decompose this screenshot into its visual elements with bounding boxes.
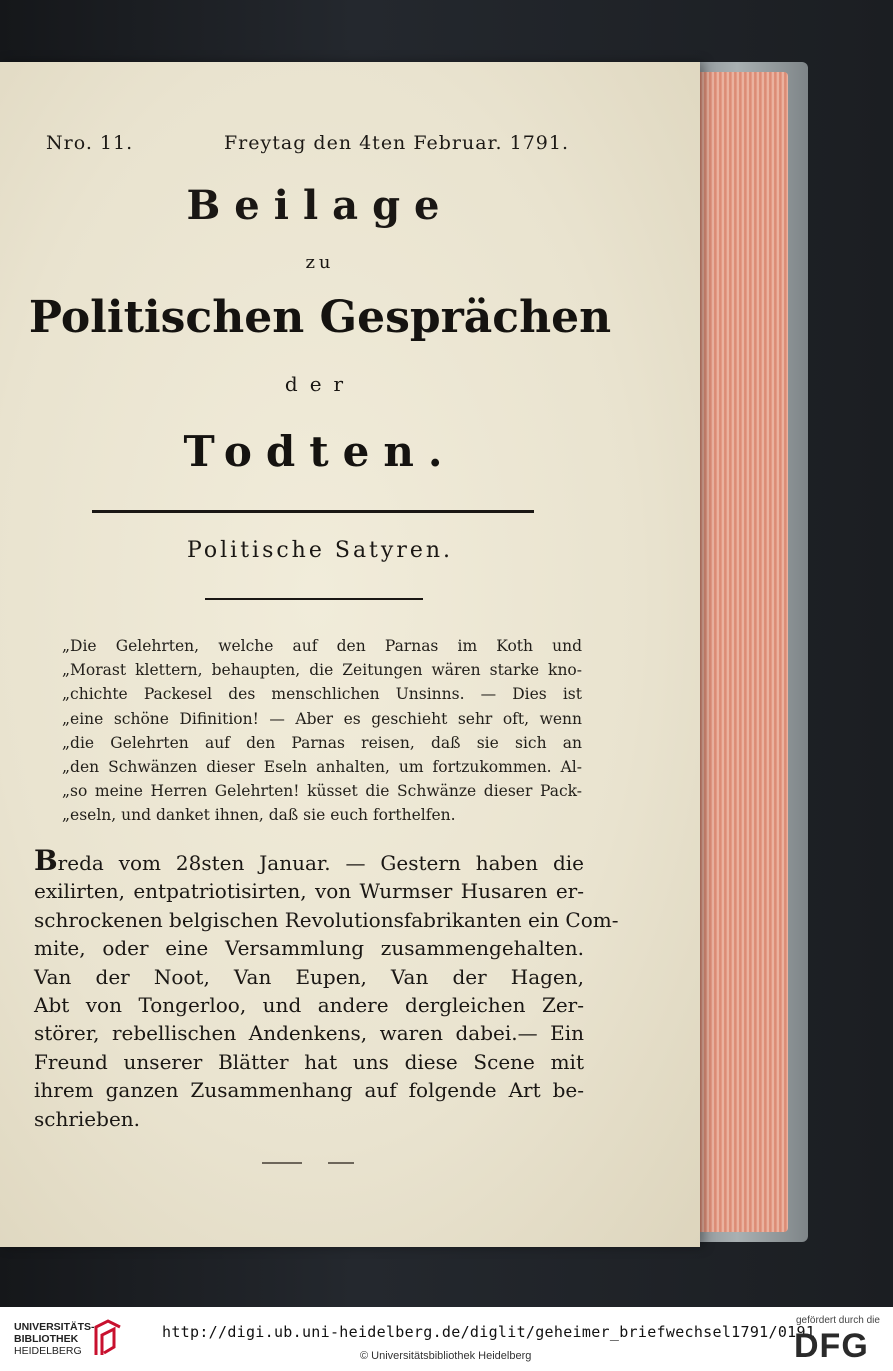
document-page	[0, 62, 700, 1247]
quote-line: „eseln, und danket ihnen, daß sie euch forthelfen.	[62, 806, 456, 825]
copyright-notice: © Universitätsbibliothek Heidelberg	[360, 1350, 532, 1362]
article-line: störer, rebellischen Andenkens, waren dabei.— Ein	[34, 1021, 584, 1046]
divider-rule	[92, 510, 534, 513]
library-logo-icon	[92, 1317, 124, 1359]
catchword-mark	[262, 1162, 302, 1164]
quote-line: „Die Gelehrten, welche auf den Parnas im Koth und	[62, 637, 582, 655]
article-line-text: reda vom 28sten Januar. — Gestern haben die	[57, 851, 584, 875]
quote-line: „chichte Packesel des menschlichen Unsinns. — Dies ist	[62, 685, 582, 704]
quote-line: „den Schwänzen dieser Eseln anhalten, um fortzukommen. Al-	[62, 758, 582, 777]
page-edges	[690, 72, 788, 1232]
issue-date: Freytag den 4ten Februar. 1791.	[224, 132, 570, 154]
article-line: mite, oder eine Versammlung zusammengehalten.	[34, 936, 584, 961]
quote-line: „eine schöne Difinition! — Aber es geschieht sehr oft, wenn	[62, 709, 582, 728]
dfg-logo: DFG	[794, 1327, 869, 1365]
title-beilage: Beilage	[186, 182, 454, 229]
article-line: schrockenen belgischen Revolutionsfabrikanten ein Com-	[34, 907, 619, 932]
title-der: der	[284, 372, 356, 396]
library-name-line: HEIDELBERG	[14, 1345, 82, 1357]
short-divider-rule	[205, 598, 423, 600]
library-name-line: UNIVERSITÄTS-	[14, 1321, 95, 1333]
article-line: Freund unserer Blätter hat uns diese Scene mit	[34, 1049, 584, 1074]
quote-line: „die Gelehrten auf den Parnas reisen, daß sie sich an	[62, 733, 582, 752]
article-first-line	[34, 844, 584, 877]
article-line: Van der Noot, Van Eupen, Van der Hagen,	[34, 964, 584, 989]
title-zu: zu	[305, 252, 335, 273]
article-line: schrieben.	[34, 1106, 141, 1131]
footer-bar	[0, 1307, 893, 1371]
section-heading: Politische Satyren.	[186, 538, 454, 563]
article-line: exilirten, entpatriotisirten, von Wurmser Husaren er-	[34, 879, 584, 904]
title-todten: Todten.	[183, 427, 457, 476]
article-body	[34, 844, 619, 1133]
quote-line: „Morast klettern, behaupten, die Zeitungen wären starke kno-	[62, 661, 582, 680]
funding-label: gefördert durch die	[796, 1315, 880, 1326]
article-line: ihrem ganzen Zusammenhang auf folgende Art be-	[34, 1078, 584, 1103]
issue-number: Nro. 11.	[46, 132, 134, 154]
library-logo-text	[14, 1321, 95, 1357]
satire-quote	[62, 634, 582, 828]
drop-cap: B	[34, 844, 58, 877]
quote-line: „so meine Herren Gelehrten! küsset die Schwänze dieser Pack-	[62, 782, 582, 801]
permalink-url[interactable]: http://digi.ub.uni-heidelberg.de/diglit/geheimer_briefwechsel1791/0191	[162, 1323, 816, 1341]
title-politischen-gespraechen: Politischen Gesprächen	[28, 292, 612, 343]
article-line: Abt von Tongerloo, und andere dergleichen Zer-	[34, 993, 584, 1018]
library-name-line: BIBLIOTHEK	[14, 1333, 79, 1345]
catchword-mark	[328, 1162, 354, 1164]
